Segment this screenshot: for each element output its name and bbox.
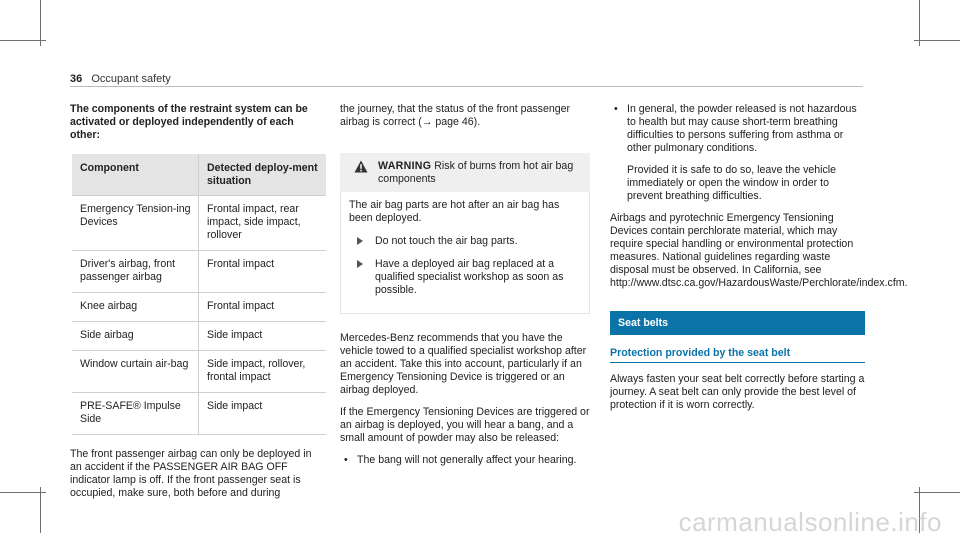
list-item bbox=[610, 103, 865, 203]
warning-triangle-icon bbox=[354, 160, 368, 173]
table-row bbox=[72, 251, 326, 293]
header-rule bbox=[70, 86, 863, 87]
table-cell: Side impact, rollover, frontal impact bbox=[199, 351, 327, 393]
warning-box bbox=[340, 153, 590, 314]
crop-mark bbox=[914, 40, 960, 41]
crop-mark bbox=[914, 492, 960, 493]
journey-paragraph: the journey, that the status of the front passenger airbag is correct (→ page 46). bbox=[340, 103, 571, 128]
table-cell: Frontal impact, rear impact, side impact, rollover bbox=[199, 196, 327, 251]
list-item: • The bang will not generally affect your hearing. bbox=[340, 454, 596, 467]
step-arrow-icon bbox=[357, 260, 363, 268]
column-2 bbox=[340, 103, 596, 476]
page-number: 36 bbox=[70, 73, 83, 85]
triggered-paragraph: If the Emergency Tensioning Devices are triggered or an airbag is deployed, you will hear a bang, and a small amount of powder may also be released: bbox=[340, 406, 590, 444]
table-cell: Window curtain air-bag bbox=[72, 351, 199, 393]
crop-mark bbox=[0, 40, 46, 41]
perchlorate-paragraph: Airbags and pyrotechnic Emergency Tensioning Devices contain perchlorate material, which may require special handling or environmental protection measures. National guidelines regarding waste disposal must be observed. In California, see http://www.dtsc.ca.gov/HazardousWaste/Perchlorate/index.cfm. bbox=[610, 212, 908, 289]
warning-title bbox=[378, 160, 582, 186]
warning-title-text: Risk of burns from hot air bag components bbox=[378, 160, 574, 185]
components-table bbox=[72, 154, 326, 435]
effects-list bbox=[340, 454, 596, 467]
seat-belt-paragraph: Always fasten your seat belt correctly before starting a journey. A seat belt can only provide the best level of protection if it is worn correctly. bbox=[610, 373, 865, 411]
section-title-bar: Seat belts bbox=[610, 311, 865, 335]
crop-mark bbox=[40, 487, 41, 533]
list-item-followup: Provided it is safe to do so, leave the vehicle immediately or open the window in order to prevent breathing difficulties. bbox=[627, 164, 837, 202]
table-header-row bbox=[72, 154, 326, 196]
table-row bbox=[72, 351, 326, 393]
crop-mark bbox=[0, 492, 46, 493]
table-cell: Driver's airbag, front passenger airbag bbox=[72, 251, 199, 293]
list-item-text: In general, the powder released is not hazardous to health but may cause short-term breathing difficulties to persons suffering from asthma or other pulmonary conditions. bbox=[627, 103, 857, 154]
table-cell: Frontal impact bbox=[199, 293, 327, 322]
table-cell: PRE-SAFE® Impulse Side bbox=[72, 393, 199, 435]
column-3 bbox=[610, 103, 908, 421]
table-row bbox=[72, 196, 326, 251]
table-cell: Side airbag bbox=[72, 322, 199, 351]
warning-label: WARNING bbox=[378, 160, 432, 172]
passenger-airbag-paragraph: The front passenger airbag can only be deployed in an accident if the PASSENGER AIR BAG OFF indicator lamp is off. If the front passenger seat is occupied, make sure, both before and during bbox=[70, 448, 312, 499]
subsection-title: Protection provided by the seat belt bbox=[610, 347, 865, 363]
warning-step bbox=[349, 258, 581, 297]
effects-list-continued bbox=[610, 103, 865, 203]
warning-body bbox=[340, 192, 590, 314]
step-text: Have a deployed air bag replaced at a qualified specialist workshop as soon as possible. bbox=[375, 258, 564, 296]
step-arrow-icon bbox=[357, 237, 363, 245]
table-cell: Emergency Tension-ing Devices bbox=[72, 196, 199, 251]
table-cell: Knee airbag bbox=[72, 293, 199, 322]
page-header bbox=[70, 73, 171, 86]
warning-header bbox=[340, 153, 590, 192]
column-header-situation: Detected deploy-ment situation bbox=[199, 154, 327, 196]
table-row bbox=[72, 393, 326, 435]
warning-step bbox=[349, 235, 581, 248]
column-header-component: Component bbox=[72, 154, 199, 196]
table-cell: Side impact bbox=[199, 393, 327, 435]
watermark: carmanualsonline.info bbox=[678, 507, 942, 537]
section-name: Occupant safety bbox=[91, 73, 171, 85]
warning-body-text: The air bag parts are hot after an air bag has been deployed. bbox=[349, 199, 560, 224]
table-cell: Side impact bbox=[199, 322, 327, 351]
table-row bbox=[72, 293, 326, 322]
step-text: Do not touch the air bag parts. bbox=[375, 235, 518, 247]
components-heading: The components of the restraint system can be activated or deployed independently of each other: bbox=[70, 103, 308, 141]
recommendation-paragraph: Mercedes-Benz recommends that you have the vehicle towed to a qualified specialist workshop after an accident. Take this into account, particularly if an Emergency Tensioning Device is triggered or an airbag deployed. bbox=[340, 332, 587, 396]
table-cell: Frontal impact bbox=[199, 251, 327, 293]
table-row bbox=[72, 322, 326, 351]
column-1 bbox=[70, 103, 326, 509]
